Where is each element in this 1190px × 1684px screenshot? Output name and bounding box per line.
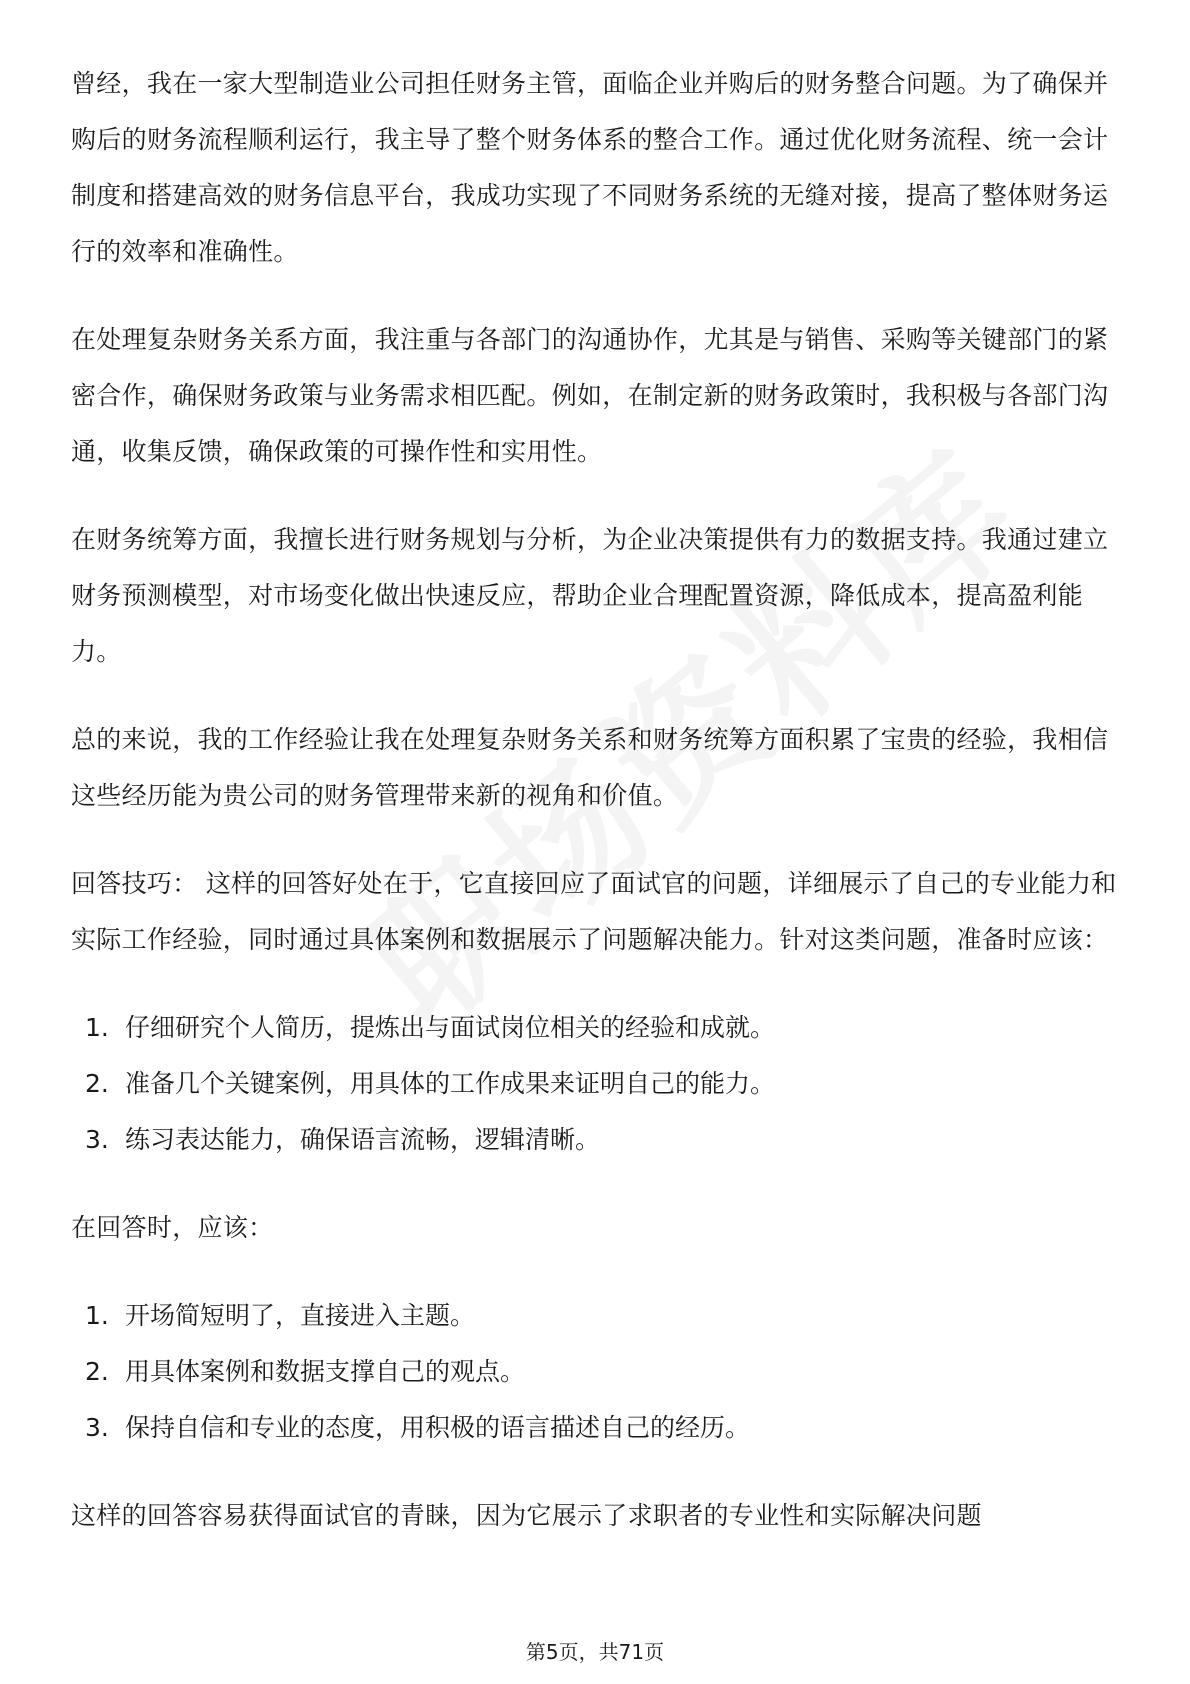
prepare-list <box>71 1000 1121 1168</box>
list-text: 开场简短明了，直接进入主题。 <box>125 1301 476 1330</box>
list-item <box>71 1112 1121 1168</box>
list-item <box>71 1056 1121 1112</box>
list-text: 仔细研究个人简历，提炼出与面试岗位相关的经验和成就。 <box>125 1013 776 1042</box>
paragraph-tips: 回答技巧： 这样的回答好处在于，它直接回应了面试官的问题，详细展示了自己的专业能力和实际工作经验，同时通过具体案例和数据展示了问题解决能力。针对这类问题，准备时应该： <box>71 869 1117 954</box>
list-text: 准备几个关键案例，用具体的工作成果来证明自己的能力。 <box>125 1069 776 1098</box>
page-content <box>71 56 1121 1576</box>
paragraph-planning: 在财务统筹方面，我擅长进行财务规划与分析，为企业决策提供有力的数据支持。我通过建立财务预测模型，对市场变化做出快速反应，帮助企业合理配置资源，降低成本，提高盈利能力。 <box>71 525 1109 666</box>
list-number: 1. <box>85 1301 109 1330</box>
list-text: 保持自信和专业的态度，用积极的语言描述自己的经历。 <box>125 1413 751 1442</box>
list-item <box>71 1400 1121 1456</box>
list-item <box>71 1344 1121 1400</box>
paragraph-answer-intro: 在回答时，应该： <box>71 1213 274 1242</box>
answer-list <box>71 1288 1121 1456</box>
paragraph-closing: 这样的回答容易获得面试官的青睐，因为它展示了求职者的专业性和实际解决问题 <box>71 1501 982 1530</box>
page-footer: 第5页，共71页 <box>525 1640 665 1664</box>
paragraph-relations: 在处理复杂财务关系方面，我注重与各部门的沟通协作，尤其是与销售、采购等关键部门的紧密合作，确保财务政策与业务需求相匹配。例如，在制定新的财务政策时，我积极与各部门沟通，收集反馈，确保政策的可操作性和实用性。 <box>71 325 1109 466</box>
paragraph-summary: 总的来说，我的工作经验让我在处理复杂财务关系和财务统筹方面积累了宝贵的经验，我相信这些经历能为贵公司的财务管理带来新的视角和价值。 <box>71 725 1109 810</box>
list-text: 用具体案例和数据支撑自己的观点。 <box>125 1357 526 1386</box>
list-item <box>71 1288 1121 1344</box>
list-number: 3. <box>85 1125 109 1154</box>
list-number: 2. <box>85 1069 109 1098</box>
list-number: 1. <box>85 1013 109 1042</box>
list-text: 练习表达能力，确保语言流畅，逻辑清晰。 <box>125 1125 601 1154</box>
list-number: 2. <box>85 1357 109 1386</box>
paragraph-experience: 曾经，我在一家大型制造业公司担任财务主管，面临企业并购后的财务整合问题。为了确保并购后的财务流程顺利运行，我主导了整个财务体系的整合工作。通过优化财务流程、统一会计制度和搭建高效的财务信息平台，我成功实现了不同财务系统的无缝对接，提高了整体财务运行的效率和准确性。 <box>71 69 1109 266</box>
list-number: 3. <box>85 1413 109 1442</box>
list-item <box>71 1000 1121 1056</box>
